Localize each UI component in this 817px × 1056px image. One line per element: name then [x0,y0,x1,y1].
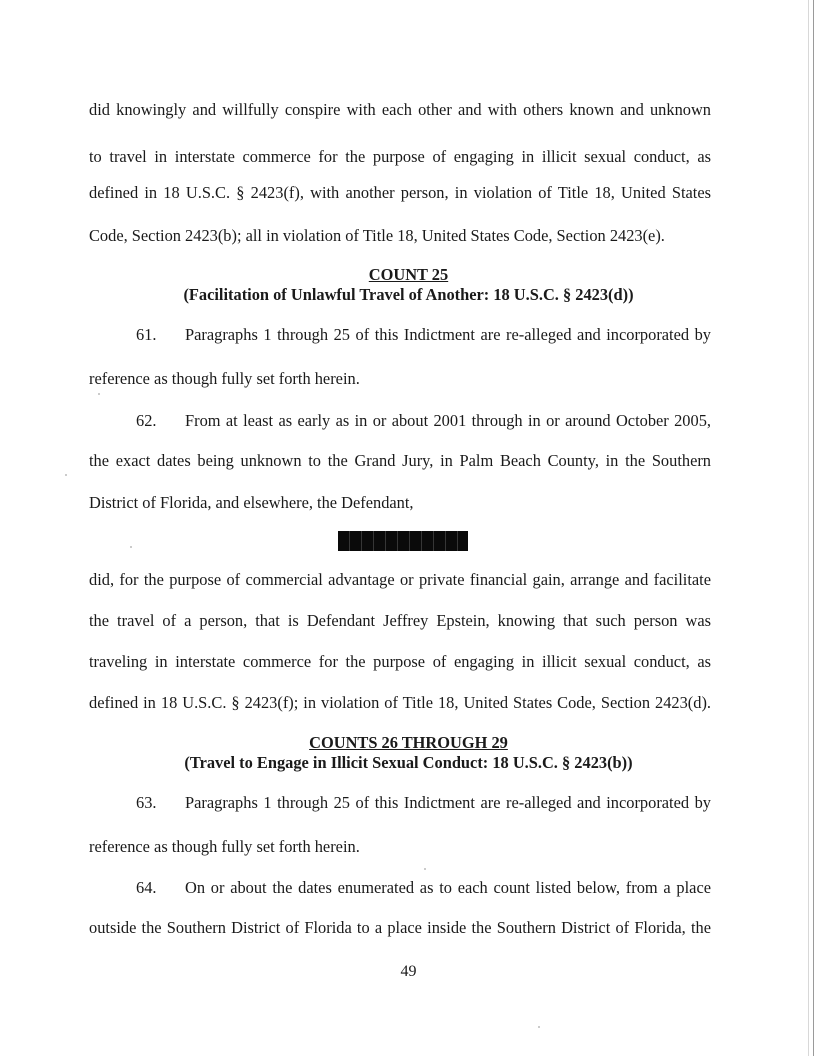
para-62-text: From at least as early as in or about 2001 through in or around October 2005, [185,411,711,430]
intro-line-1: did knowingly and willfully conspire with each other and with others known and unknown [89,100,711,119]
para-62-cont-line-4: defined in 18 U.S.C. § 2423(f); in violation of Title 18, United States Code, Section 2423(d). [89,693,711,712]
para-62-cont-line-3: traveling in interstate commerce for the purpose of engaging in illicit sexual conduct, as [89,652,711,671]
page-edge-shadow [808,0,809,1056]
para-62-line-1 [89,411,711,431]
intro-line-4: Code, Section 2423(b); all in violation of Title 18, United States Code, Section 2423(e). [89,226,665,245]
count-25-title: COUNT 25 [368,265,449,284]
para-63-line-1 [89,793,711,813]
para-61-line-1 [89,325,711,345]
counts-26-29-subtitle: (Travel to Engage in Illicit Sexual Conduct: 18 U.S.C. § 2423(b)) [184,753,633,772]
para-64-line-2: outside the Southern District of Florida to a place inside the Southern District of Florida, the [89,918,711,937]
para-61-line-2: reference as though fully set forth herein. [89,369,360,388]
scan-speck [424,868,426,870]
count-25-subtitle: (Facilitation of Unlawful Travel of Another: 18 U.S.C. § 2423(d)) [183,285,634,304]
para-61-text: Paragraphs 1 through 25 of this Indictment are re-alleged and incorporated by [185,325,711,344]
para-63-text: Paragraphs 1 through 25 of this Indictment are re-alleged and incorporated by [185,793,711,812]
para-64-text: On or about the dates enumerated as to each count listed below, from a place [185,878,711,897]
para-63-line-2: reference as though fully set forth herein. [89,837,360,856]
para-64-number: 64. [136,878,157,897]
redaction-texture [338,531,468,551]
para-64-line-1 [89,878,711,898]
para-62-cont-line-2: the travel of a person, that is Defendant Jeffrey Epstein, knowing that such person was [89,611,711,630]
para-62-cont-line-1: did, for the purpose of commercial advantage or private financial gain, arrange and facilitate [89,570,711,589]
scan-speck [65,474,67,476]
para-63-number: 63. [136,793,157,812]
counts-26-29-title: COUNTS 26 THROUGH 29 [309,733,508,752]
intro-line-3: defined in 18 U.S.C. § 2423(f), with another person, in violation of Title 18, United States [89,183,711,202]
para-61-number: 61. [136,325,157,344]
page-edge [813,0,814,1056]
para-62-number: 62. [136,411,157,430]
page-number: 49 [400,963,417,980]
para-62-line-2: the exact dates being unknown to the Grand Jury, in Palm Beach County, in the Southern [89,451,711,470]
para-62-line-3: District of Florida, and elsewhere, the Defendant, [89,493,414,512]
scan-speck [98,393,100,395]
scan-speck [538,1026,540,1028]
intro-line-2: to travel in interstate commerce for the purpose of engaging in illicit sexual conduct, as [89,147,711,166]
scan-speck [130,546,132,548]
